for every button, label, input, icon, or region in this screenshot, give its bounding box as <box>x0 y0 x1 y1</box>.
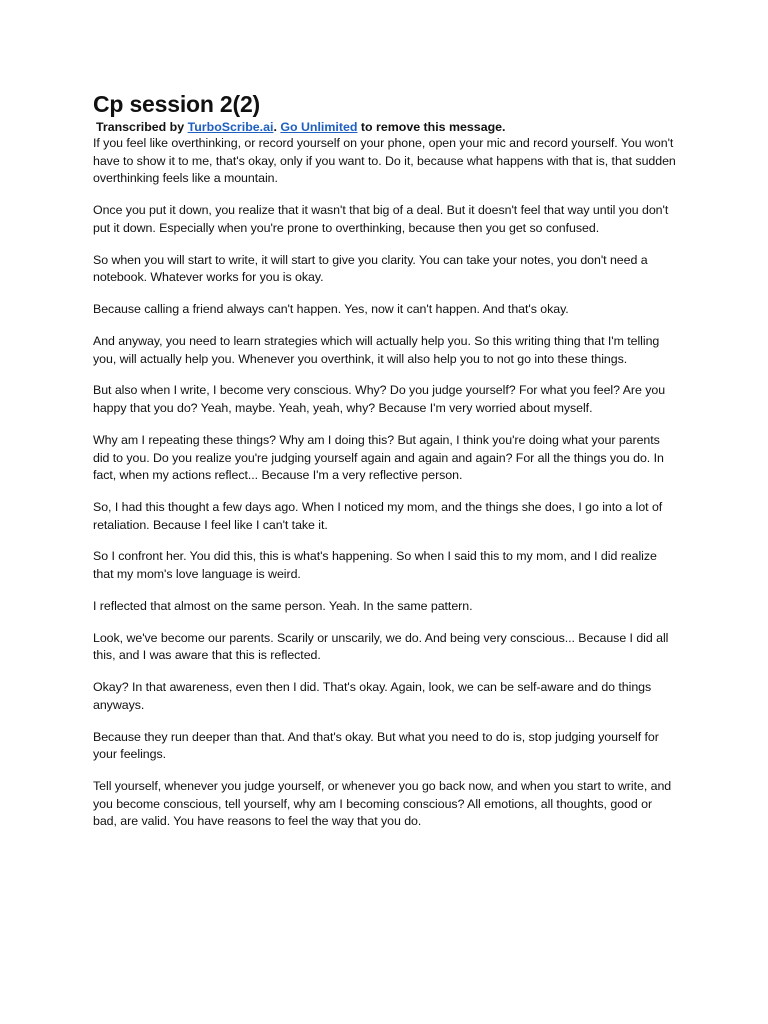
paragraph: Okay? In that awareness, even then I did. That's okay. Again, look, we can be self-aware and do things anyways. <box>93 680 652 712</box>
paragraph: And anyway, you need to learn strategies which will actually help you. So this writing thing that I'm telling you, will actually help you. Whenever you overthink, it will also help you to not go into these things. <box>93 333 660 366</box>
notice-suffix: to remove this message. <box>357 120 506 134</box>
notice-prefix: Transcribed by <box>96 120 188 134</box>
paragraph: Look, we've become our parents. Scarily or unscarily, we do. And being very conscious... Because I did all this, and I was aware that this is reflected. <box>93 630 669 663</box>
document-title: Cp session 2(2) <box>93 91 260 117</box>
paragraph: Once you put it down, you realize that it wasn't that big of a deal. But it doesn't feel that way until you don't put it down. Especially when you're prone to overthinking, because then you get so confused. <box>93 203 669 235</box>
transcription-notice <box>96 119 678 135</box>
paragraph: If you feel like overthinking, or record yourself on your phone, open your mic and record yourself. You won't have to show it to me, that's okay, only if you want to. Do it, because what happens with that is, that sudden overthinking feels like a mountain. <box>93 136 676 186</box>
paragraph: But also when I write, I become very conscious. Why? Do you judge yourself? For what you feel? Are you happy that you do? Yeah, maybe. Yeah, yeah, why? Because I'm very worried about myself. <box>93 383 666 416</box>
document-page <box>93 89 678 845</box>
turboscribe-link[interactable]: TurboScribe.ai <box>187 120 274 134</box>
paragraph: Because calling a friend always can't happen. Yes, now it can't happen. And that's okay. <box>93 302 569 317</box>
paragraph: So I confront her. You did this, this is what's happening. So when I said this to my mom, and I did realize that my mom's love language is weird. <box>93 549 657 582</box>
paragraph: Because they run deeper than that. And that's okay. But what you need to do is, stop judging yourself for your feelings. <box>93 729 659 762</box>
paragraph: Tell yourself, whenever you judge yourself, or whenever you go back now, and when you start to write, and you become conscious, tell yourself, why am I becoming conscious? All emotions, all thoughts, good or bad, are valid. You have reasons to feel the way that you do. <box>93 779 672 829</box>
paragraph: Why am I repeating these things? Why am I doing this? But again, I think you're doing what your parents did to you. Do you realize you're judging yourself again and again and again? For all the things you do. In fact, when my actions reflect... Because I'm a very reflective person. <box>93 432 664 483</box>
paragraph: So, I had this thought a few days ago. When I noticed my mom, and the things she does, I go into a lot of retaliation. Because I feel like I can't take it. <box>93 499 663 532</box>
notice-separator: . <box>273 120 281 134</box>
paragraph: So when you will start to write, it will start to give you clarity. You can take your notes, you don't need a notebook. Whatever works for you is okay. <box>93 252 648 285</box>
paragraph: I reflected that almost on the same person. Yeah. In the same pattern. <box>93 598 473 613</box>
go-unlimited-link[interactable]: Go Unlimited <box>280 120 358 134</box>
